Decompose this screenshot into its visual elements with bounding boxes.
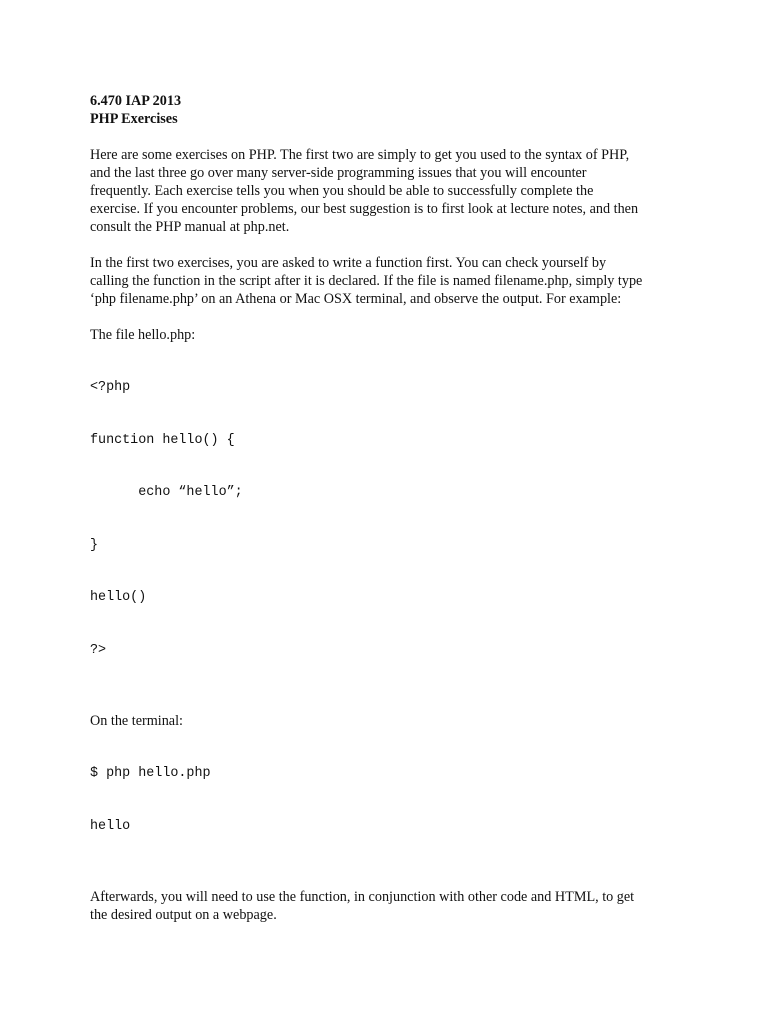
code-line: <?php <box>90 380 131 395</box>
intro-paragraph <box>90 146 690 236</box>
text-line: Here are some exercises on PHP. The first two are simply to get you used to the syntax of PHP, <box>90 147 630 163</box>
text-line: exercise. If you encounter problems, our best suggestion is to first look at lecture notes, and then <box>90 201 639 217</box>
text-line: calling the function in the script after it is declared. If the file is named filename.php, simply type <box>90 273 643 289</box>
text-line: consult the PHP manual at php.net. <box>90 219 290 235</box>
terminal-code-block <box>90 730 690 870</box>
example-file-label: The file hello.php: <box>90 327 196 343</box>
text-line: In the first two exercises, you are asked to write a function first. You can check yourself by <box>90 255 607 271</box>
afterwards-paragraph <box>90 888 690 924</box>
text-line: ‘php filename.php’ on an Athena or Mac OSX terminal, and observe the output. For example: <box>90 291 622 307</box>
code-line: echo “hello”; <box>90 485 243 500</box>
text-line: Afterwards, you will need to use the function, in conjunction with other code and HTML, to get <box>90 889 635 905</box>
example-code-block <box>90 344 690 694</box>
course-title: 6.470 IAP 2013 <box>90 93 182 109</box>
text-line: and the last three go over many server-side programming issues that you will encounter <box>90 165 587 181</box>
example-file-section <box>90 326 690 694</box>
code-line: ?> <box>90 642 107 658</box>
text-line: the desired output on a webpage. <box>90 907 277 923</box>
code-line: function hello() { <box>90 432 235 448</box>
terminal-label: On the terminal: <box>90 713 183 729</box>
document-header <box>90 92 690 128</box>
code-line: hello <box>90 818 131 834</box>
code-line: $ php hello.php <box>90 766 211 781</box>
code-line: hello() <box>90 590 147 605</box>
document-page <box>90 92 690 924</box>
text-line: frequently. Each exercise tells you when you should be able to successfully complete the <box>90 183 594 199</box>
code-line: } <box>90 537 99 553</box>
page-title: PHP Exercises <box>90 111 178 127</box>
terminal-section <box>90 712 690 870</box>
instructions-paragraph <box>90 254 690 308</box>
